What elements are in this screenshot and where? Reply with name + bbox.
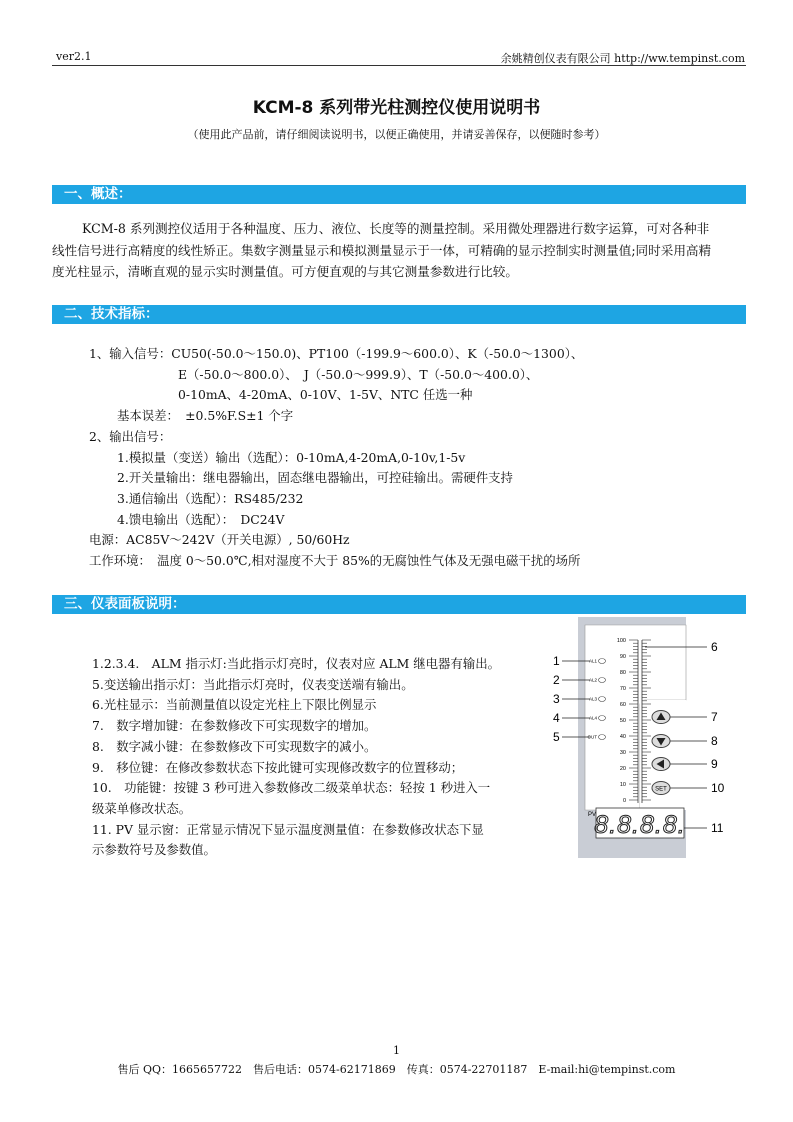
scale-label: 70: [619, 686, 626, 692]
panel-diagram: [545, 615, 740, 865]
callout-number: 3: [553, 692, 560, 706]
version-label: ver2.1: [56, 50, 92, 63]
spec-line: 基本误差： ±0.5%F.S±1 个字: [117, 408, 294, 424]
spec-line: 2、输出信号：: [89, 428, 172, 444]
company-header: 余姚精创仪表有限公司 http://ww.tempinst.com: [500, 52, 745, 65]
header-divider: [52, 65, 746, 66]
section-heading-panel: 三、仪表面板说明：: [52, 595, 746, 614]
led-label: AL1: [588, 658, 597, 664]
page-subtitle: （使用此产品前，请仔细阅读说明书，以便正确使用，并请妥善保存，以便随时参考）: [187, 128, 606, 141]
callout-number: 5: [553, 730, 560, 744]
spec-line: 3.通信输出（选配）：RS485/232: [117, 490, 304, 506]
scale-label: 30: [619, 750, 626, 756]
panel-desc-line: 9. 移位键：在修改参数状态下按此键可实现修改数字的位置移动；: [92, 759, 464, 775]
scale-label: 80: [619, 670, 626, 676]
callout-number: 8: [711, 734, 718, 748]
scale-label: 50: [619, 718, 626, 724]
led-indicator: [599, 716, 606, 721]
section-heading-overview: 一、概述：: [52, 185, 746, 204]
spec-line: 0-10mA、4-20mA、0-10V、1-5V、NTC 任选一种: [178, 387, 473, 403]
spec-line: 1.模拟量（变送）输出（选配）：0-10mA,4-20mA,0-10v,1-5v: [117, 449, 466, 465]
led-indicator: [599, 678, 606, 683]
panel-desc-line: 级菜单修改状态。: [92, 800, 192, 816]
set-label: SET: [655, 786, 667, 793]
footer-contact: 售后 QQ：1665657722 售后电话：0574-62171869 传真：0574-22701187 E-mail:hi@tempinst.com: [117, 1063, 676, 1076]
panel-desc-line: 10. 功能键：按键 3 秒可进入参数修改二级菜单状态：轻按 1 秒进入一: [92, 780, 491, 796]
scale-label: 90: [619, 654, 626, 660]
panel-desc-line: 示参数符号及参数值。: [92, 842, 216, 858]
panel-desc-line: 8. 数字减小键：在参数修改下可实现数字的减小。: [92, 738, 377, 754]
page-number: 1: [393, 1044, 400, 1057]
panel-desc-line: 1.2.3.4. ALM 指示灯:当此指示灯亮时，仪表对应 ALM 继电器有输出。: [92, 656, 500, 671]
callout-number: 1: [553, 654, 560, 668]
led-indicator: [599, 735, 606, 740]
callout-number: 10: [711, 781, 725, 795]
callout-number: 2: [553, 673, 560, 687]
up-button[interactable]: [652, 711, 670, 724]
overview-paragraph: KCM-8 系列测控仪适用于各种温度、压力、液位、长度等的测量控制。采用微处理器进行数字运算，可对各种非线性信号进行高精度的线性矫正。集数字测量显示和模拟测量显示于一体，可精确的显示控制实时测量值;同时采用高精度光柱显示，清晰直观的显示实时测量值。可方便直观的与其它测量参数进行比较。: [52, 221, 712, 279]
scale-label: 10: [619, 782, 626, 788]
set-button[interactable]: [652, 782, 670, 795]
scale-label: 40: [619, 734, 626, 740]
shift-button[interactable]: [652, 758, 670, 771]
page-title: KCM-8 系列带光柱测控仪使用说明书: [252, 98, 541, 118]
down-button[interactable]: [652, 735, 670, 748]
spec-line: E（-50.0～800.0）、 J（-50.0～999.9）、T（-50.0～400.0）、: [178, 366, 539, 382]
led-indicator: [599, 659, 606, 664]
callout-number: 9: [711, 757, 718, 771]
panel-desc-line: 5.变送输出指示灯：当此指示灯亮时，仪表变送端有输出。: [92, 676, 414, 692]
panel-description-list: [92, 654, 500, 861]
spec-line: 4.馈电输出（选配）： DC24V: [117, 511, 285, 527]
scale-label: 100: [616, 638, 626, 644]
callout-number: 11: [711, 821, 724, 835]
spec-line: 2.开关量输出：继电器输出，固态继电器输出，可控硅输出。需硬件支持: [117, 470, 513, 486]
panel-desc-line: 6.光柱显示：当前测量值以设定光柱上下限比例显示: [92, 697, 377, 713]
led-label: AL4: [588, 715, 597, 721]
spec-line: 1、输入信号：CU50(-50.0～150.0)、PT100（-199.9～600.0）、K（-50.0～1300）、: [89, 346, 584, 361]
scale-label: 20: [619, 766, 626, 772]
led-label: AL3: [588, 696, 597, 702]
led-label: OUT: [587, 734, 597, 740]
spec-line: 工作环境： 温度 0～50.0℃,相对湿度不大于 85%的无腐蚀性气体及无强电磁干扰的场所: [89, 553, 581, 569]
led-indicator: [599, 697, 606, 702]
spec-line: 电源：AC85V～242V（开关电源）, 50/60Hz: [89, 532, 350, 548]
pv-digits: 8.8.8.8.: [594, 811, 686, 839]
panel-desc-line: 11. PV 显示窗：正常显示情况下显示温度测量值：在参数修改状态下显: [92, 821, 484, 837]
led-label: AL2: [588, 677, 597, 683]
pv-label: PV: [588, 812, 597, 818]
callout-number: 7: [711, 710, 718, 724]
callout-number: 4: [553, 711, 560, 725]
scale-label: 0: [622, 798, 626, 804]
callout-number: 6: [711, 640, 718, 654]
scale-label: 60: [619, 702, 626, 708]
panel-desc-line: 7. 数字增加键：在参数修改下可实现数字的增加。: [92, 718, 377, 734]
specs-list: [0, 344, 583, 572]
section-heading-specs: 二、技术指标：: [52, 305, 746, 324]
